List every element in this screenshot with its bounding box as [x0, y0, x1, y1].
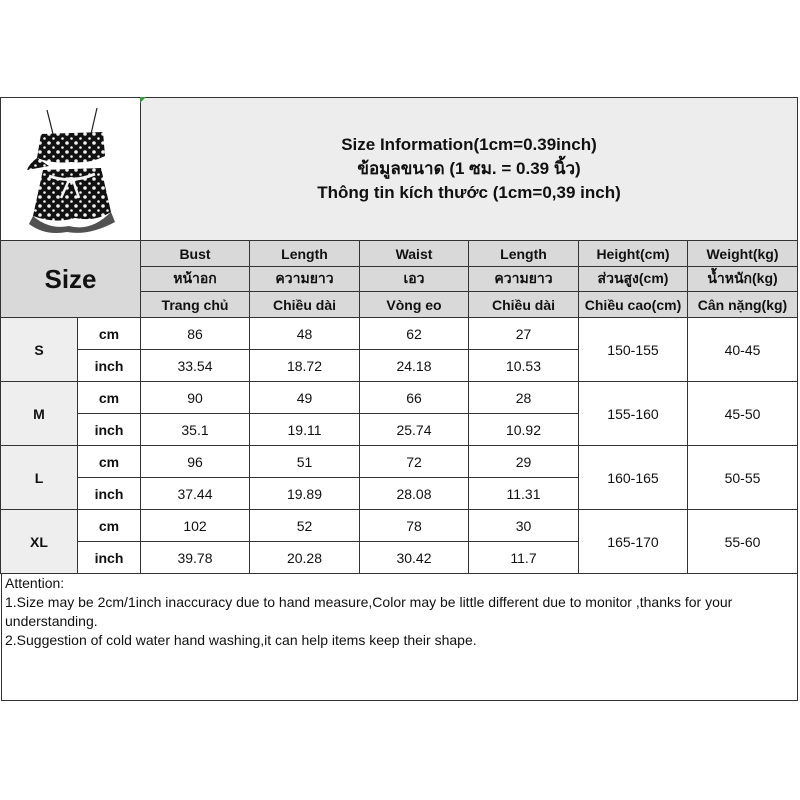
table-cell: 37.44 [141, 478, 250, 510]
unit-label: inch [78, 478, 141, 510]
height-range: 160-165 [579, 446, 688, 510]
height-range: 150-155 [579, 318, 688, 382]
col-length-vi: Chiều dài [250, 292, 360, 318]
table-cell: 28 [469, 382, 579, 414]
unit-label: inch [78, 414, 141, 446]
title-th: ข้อมูลขนาด (1 ซม. = 0.39 นิ้ว) [357, 159, 581, 178]
table-cell: 39.78 [141, 542, 250, 574]
table-row [1, 382, 798, 414]
table-cell: 35.1 [141, 414, 250, 446]
table-cell: 30.42 [360, 542, 469, 574]
title-vi: Thông tin kích thước (1cm=0,39 inch) [317, 183, 621, 202]
table-cell: 11.7 [469, 542, 579, 574]
size-chart [0, 97, 799, 702]
table-cell: 102 [141, 510, 250, 542]
size-table [0, 97, 798, 574]
table-cell: 18.72 [250, 350, 360, 382]
col-bust-vi: Trang chủ [141, 292, 250, 318]
table-cell: 78 [360, 510, 469, 542]
table-cell: 72 [360, 446, 469, 478]
col-length-en: Length [250, 241, 360, 267]
height-range: 155-160 [579, 382, 688, 446]
attention-heading: Attention: [5, 575, 65, 591]
size-heading: Size [1, 241, 141, 318]
table-cell: 19.11 [250, 414, 360, 446]
table-cell: 66 [360, 382, 469, 414]
table-cell: 49 [250, 382, 360, 414]
table-row [1, 318, 798, 350]
col-bust-en: Bust [141, 241, 250, 267]
size-name: XL [1, 510, 78, 574]
weight-range: 50-55 [688, 446, 798, 510]
col-height-en: Height(cm) [579, 241, 688, 267]
weight-range: 40-45 [688, 318, 798, 382]
size-info-header [141, 98, 798, 241]
table-row [1, 446, 798, 478]
size-name: S [1, 318, 78, 382]
col-length-th: ความยาว [250, 267, 360, 292]
table-cell: 11.31 [469, 478, 579, 510]
weight-range: 45-50 [688, 382, 798, 446]
height-range: 165-170 [579, 510, 688, 574]
product-photo-icon [19, 104, 123, 234]
table-cell: 33.54 [141, 350, 250, 382]
table-cell: 28.08 [360, 478, 469, 510]
attention-line-1: 1.Size may be 2cm/1inch inaccuracy due to hand measure,Color may be little different due to monitor ,thanks for your understanding. [5, 594, 733, 629]
table-cell: 62 [360, 318, 469, 350]
size-name: L [1, 446, 78, 510]
table-row [1, 510, 798, 542]
col-waist-en: Waist [360, 241, 469, 267]
title-en: Size Information(1cm=0.39inch) [341, 135, 597, 154]
table-cell: 10.92 [469, 414, 579, 446]
weight-range: 55-60 [688, 510, 798, 574]
table-cell: 25.74 [360, 414, 469, 446]
table-cell: 19.89 [250, 478, 360, 510]
unit-label: cm [78, 510, 141, 542]
table-cell: 10.53 [469, 350, 579, 382]
attention-note [1, 573, 798, 701]
table-cell: 20.28 [250, 542, 360, 574]
col-length2-en: Length [469, 241, 579, 267]
table-cell: 29 [469, 446, 579, 478]
table-cell: 90 [141, 382, 250, 414]
table-cell: 30 [469, 510, 579, 542]
unit-label: cm [78, 446, 141, 478]
table-cell: 52 [250, 510, 360, 542]
unit-label: cm [78, 382, 141, 414]
table-cell: 51 [250, 446, 360, 478]
table-cell: 96 [141, 446, 250, 478]
col-waist-th: เอว [360, 267, 469, 292]
col-length2-th: ความยาว [469, 267, 579, 292]
col-waist-vi: Vòng eo [360, 292, 469, 318]
unit-label: inch [78, 542, 141, 574]
corner-mark-icon [140, 97, 146, 103]
table-cell: 24.18 [360, 350, 469, 382]
table-cell: 27 [469, 318, 579, 350]
unit-label: cm [78, 318, 141, 350]
size-name: M [1, 382, 78, 446]
product-photo-cell [1, 98, 141, 241]
col-weight-en: Weight(kg) [688, 241, 798, 267]
col-weight-vi: Cân nặng(kg) [688, 292, 798, 318]
attention-line-2: 2.Suggestion of cold water hand washing,it can help items keep their shape. [5, 632, 477, 648]
col-bust-th: หน้าอก [141, 267, 250, 292]
col-length2-vi: Chiều dài [469, 292, 579, 318]
table-cell: 86 [141, 318, 250, 350]
col-weight-th: น้ำหนัก(kg) [688, 267, 798, 292]
unit-label: inch [78, 350, 141, 382]
table-cell: 48 [250, 318, 360, 350]
col-height-vi: Chiều cao(cm) [579, 292, 688, 318]
col-height-th: ส่วนสูง(cm) [579, 267, 688, 292]
